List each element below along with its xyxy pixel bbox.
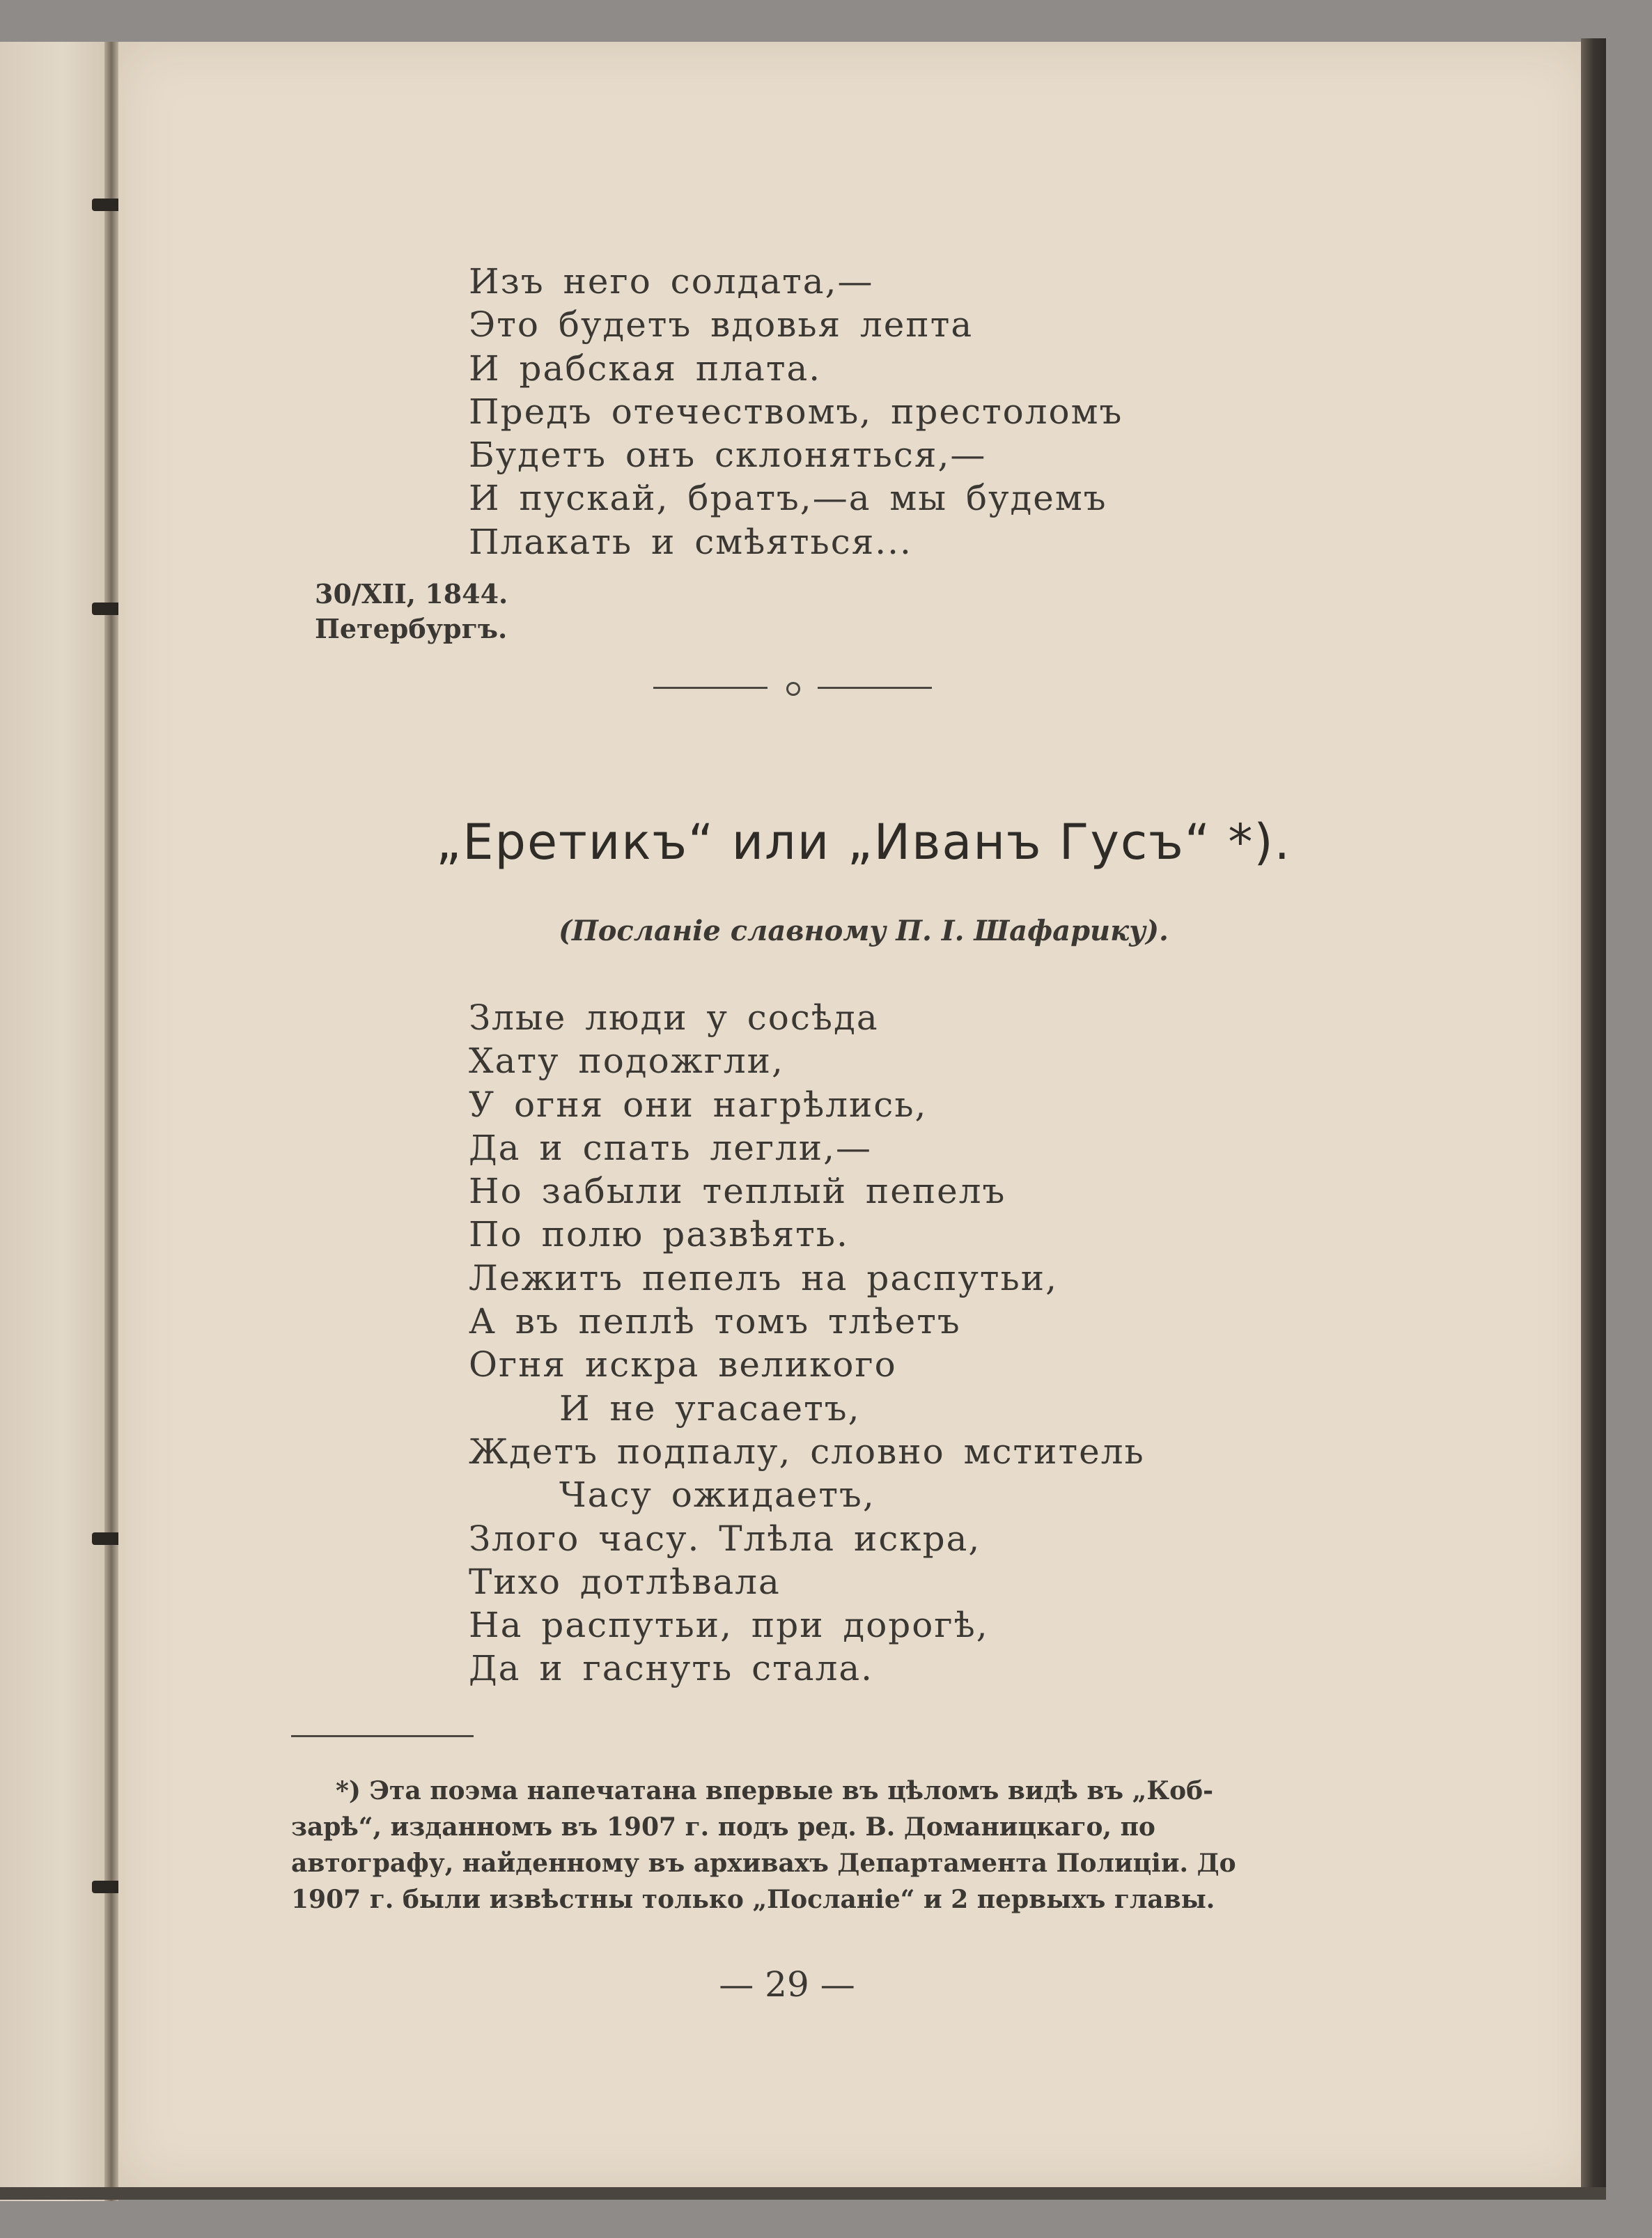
verse-line: А въ пеплѣ томъ тлѣетъ xyxy=(469,1301,961,1342)
verse-line: Лежитъ пепелъ на распутьи, xyxy=(469,1257,1058,1298)
footnote-separator xyxy=(291,1735,474,1737)
verse-line: Да и спать легли,— xyxy=(469,1127,873,1168)
verse-top xyxy=(469,260,1123,564)
verse-main xyxy=(469,996,1145,1691)
verse-line: Тихо дотлѣвала xyxy=(469,1561,781,1602)
verse-line: Злые люди у сосѣда xyxy=(469,997,879,1038)
verse-line: Изъ него солдата,— xyxy=(469,261,874,302)
footnote-line: зарѣ“, изданномъ въ 1907 г. подъ ред. В. Доманицкаго, по xyxy=(291,1812,1155,1842)
verse-line: Предъ отечествомъ, престоломъ xyxy=(469,391,1123,432)
verse-line: По полю развѣять. xyxy=(469,1214,849,1255)
verse-line: Часу ожидаетъ, xyxy=(559,1475,875,1516)
verse-line: И рабская плата. xyxy=(469,348,822,389)
footnote-line: 1907 г. были извѣстны только „Посланіе“ и 2 первыхъ главы. xyxy=(291,1885,1215,1914)
verse-line: Будетъ онъ склоняться,— xyxy=(469,435,987,476)
page-edge-shadow xyxy=(1581,38,1606,2191)
verse-line: Хату подожгли, xyxy=(469,1041,784,1082)
date-place-block xyxy=(315,577,508,646)
divider-ornament-icon xyxy=(786,682,800,696)
verse-line: Это будетъ вдовья лепта xyxy=(469,304,974,345)
poem-place: Петербургъ. xyxy=(315,613,508,644)
verse-line: И пускай, братъ,—а мы будемъ xyxy=(469,478,1107,519)
previous-page-edge xyxy=(0,42,115,2201)
bottom-edge xyxy=(0,2187,1606,2200)
verse-line: И не угасаетъ, xyxy=(559,1388,861,1429)
verse-line: Да и гаснуть стала. xyxy=(469,1648,874,1689)
verse-line: Огня искра великого xyxy=(469,1344,897,1385)
verse-line: Плакать и смѣяться... xyxy=(469,521,912,562)
poem-subtitle: (Посланіе славному П. І. Шафарику). xyxy=(559,915,1169,947)
footnote-line: автографу, найденному въ архивахъ Департамента Полиціи. До xyxy=(291,1849,1236,1878)
poem-title: „Еретикъ“ или „Иванъ Гусъ“ *). xyxy=(436,814,1291,871)
verse-line: Ждетъ подпалу, словно мститель xyxy=(469,1431,1145,1472)
footnote xyxy=(291,1773,1301,1918)
verse-line: Но забыли теплый пепелъ xyxy=(469,1171,1006,1212)
verse-line: Злого часу. Тлѣла искра, xyxy=(469,1518,981,1559)
verse-line: На распутьи, при дорогѣ, xyxy=(469,1605,989,1646)
page-number: — 29 — xyxy=(719,1964,855,2005)
section-divider xyxy=(653,679,932,696)
divider-rule-right xyxy=(818,687,932,689)
poem-date: 30/XII, 1844. xyxy=(315,578,508,609)
verse-line: У огня они нагрѣлись, xyxy=(469,1084,928,1125)
divider-rule-left xyxy=(653,687,767,689)
footnote-line: *) Эта поэма напечатана впервые въ цѣломъ видѣ въ „Коб- xyxy=(336,1776,1214,1805)
book-spine xyxy=(104,42,118,2201)
